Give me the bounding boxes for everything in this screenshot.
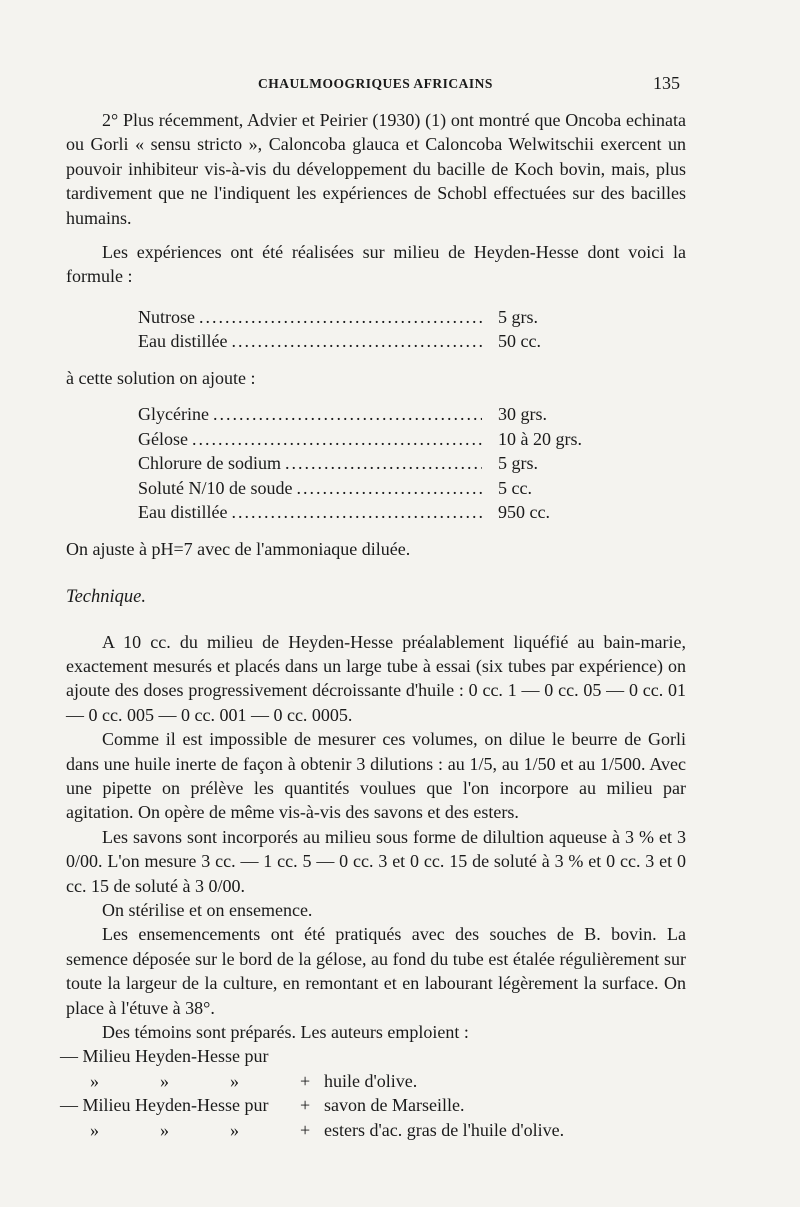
control-row: [60, 1044, 686, 1069]
formula-row: [138, 476, 608, 501]
ingredient-name: Gélose: [138, 428, 188, 449]
ditto-mark: »: [90, 1119, 99, 1140]
section-title-technique: Technique.: [66, 587, 146, 608]
ingredient-quantity: 5 cc.: [498, 477, 532, 498]
formula-additions: [138, 402, 608, 525]
page-body: [60, 108, 686, 1142]
ditto-mark: »: [230, 1119, 239, 1140]
leader-dots: [285, 451, 482, 475]
paragraph-addition-intro: à cette solution on ajoute :: [66, 367, 256, 388]
leader-dots: [192, 427, 482, 451]
paragraph-seeding: Les ensemencements ont été pratiqués avec des souches de B. bovin. La semence déposée sur le bord de la gélose, au fond du tube est étalée régulièrement sur toute la largeur de la culture, en remontant et en labourant légèrement la surface. On place à l'étuve à 38°.: [66, 924, 686, 1018]
ingredient-name: Glycérine: [138, 404, 209, 425]
ingredient-name: Eau distillée: [138, 502, 228, 523]
control-addition: huile d'olive.: [324, 1070, 418, 1091]
ingredient-quantity: 50 cc.: [498, 331, 541, 352]
plus-sign: +: [300, 1070, 311, 1091]
leader-dots: [297, 476, 483, 500]
ingredient-quantity: 5 grs.: [498, 306, 538, 327]
control-row: [60, 1093, 686, 1118]
ingredient-name: Eau distillée: [138, 331, 228, 352]
page-number: 135: [653, 73, 680, 93]
formula-base: [138, 305, 608, 354]
ditto-marks: [60, 1069, 300, 1094]
formula-row: [138, 451, 608, 476]
ditto-mark: »: [230, 1070, 239, 1091]
ditto-marks: [60, 1118, 300, 1143]
paragraph-controls-intro: Des témoins sont préparés. Les auteurs emploient :: [102, 1022, 469, 1043]
control-addition: savon de Marseille.: [324, 1095, 465, 1116]
controls-list: [60, 1044, 686, 1142]
ingredient-name: Chlorure de sodium: [138, 453, 281, 474]
running-title: CHAULMOOGRIQUES AFRICAINS: [258, 76, 493, 91]
ditto-mark: »: [160, 1070, 169, 1091]
ingredient-quantity: 950 cc.: [498, 502, 550, 523]
leader-dots: [231, 500, 482, 524]
control-addition: esters d'ac. gras de l'huile d'olive.: [324, 1119, 565, 1140]
ingredient-quantity: 5 grs.: [498, 453, 538, 474]
formula-row: [138, 500, 608, 525]
leader-dots: [231, 329, 482, 353]
control-base: — Milieu Heyden-Hesse pur: [60, 1046, 269, 1067]
leader-dots: [199, 305, 482, 329]
ditto-mark: »: [160, 1119, 169, 1140]
formula-row: [138, 329, 608, 354]
paragraph-dilutions: Comme il est impossible de mesurer ces volumes, on dilue le beurre de Gorli dans une huile inerte de façon à obtenir 3 dilutions : au 1/5, au 1/50 et au 1/500. Avec une pipette on prélève les quantités voulues que l'on incorpore au milieu par agitation. On opère de même vis-à-vis des savons et des esters.: [66, 729, 686, 823]
paragraph-advier-peirier: 2° Plus récemment, Advier et Peirier (1930) (1) ont montré que Oncoba echinata ou Gorli « sensu stricto », Caloncoba glauca et Caloncoba Welwitschii exercent un pouvoir inhibiteur vis-à-vis du développement du bacille de Koch bovin, mais, plus tardivement que ne l'indiquent les expériences de Schobl effectuées sur des bacilles humains.: [66, 110, 686, 228]
ingredient-quantity: 10 à 20 grs.: [498, 428, 582, 449]
leader-dots: [213, 402, 482, 426]
ingredient-quantity: 30 grs.: [498, 404, 547, 425]
paragraph-ph-adjust: On ajuste à pH=7 avec de l'ammoniaque diluée.: [66, 538, 411, 559]
formula-row: [138, 402, 608, 427]
plus-sign: +: [300, 1095, 311, 1116]
control-base: — Milieu Heyden-Hesse pur: [60, 1095, 269, 1116]
formula-row: [138, 427, 608, 452]
page-header: [0, 74, 800, 94]
paragraph-experiments-intro: Les expériences ont été réalisées sur milieu de Heyden-Hesse dont voici la formule :: [66, 242, 686, 287]
paragraph-sterilize: On stérilise et on ensemence.: [102, 900, 313, 921]
ingredient-name: Nutrose: [138, 306, 195, 327]
control-row: [60, 1118, 686, 1143]
plus-sign: +: [300, 1119, 311, 1140]
ingredient-name: Soluté N/10 de soude: [138, 477, 293, 498]
paragraph-technique-doses: A 10 cc. du milieu de Heyden-Hesse préalablement liquéfié au bain-marie, exactement mesurés et placés dans un large tube à essai (six tubes par expérience) on ajoute des doses progressivement décroissante d'huile : 0 cc. 1 — 0 cc. 05 — 0 cc. 01 — 0 cc. 005 — 0 cc. 001 — 0 cc. 0005.: [66, 631, 686, 725]
formula-row: [138, 305, 608, 330]
paragraph-soaps: Les savons sont incorporés au milieu sous forme de dilultion aqueuse à 3 % et 3 0/00. L'on mesure 3 cc. — 1 cc. 5 — 0 cc. 3 et 0 cc. 15 de soluté à 3 % et 0 cc. 3 et 0 cc. 15 de soluté à 3 0/00.: [66, 826, 686, 896]
ditto-mark: »: [90, 1070, 99, 1091]
control-row: [60, 1069, 686, 1094]
